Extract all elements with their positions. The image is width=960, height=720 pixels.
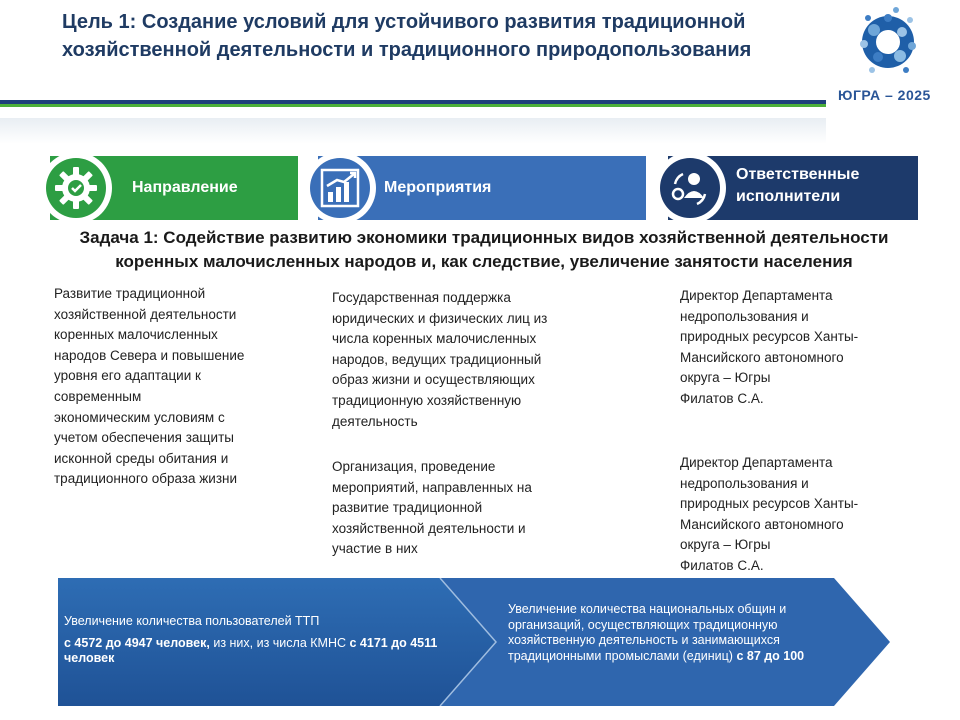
text-line: округа – Югры	[680, 537, 771, 553]
text-line: Директор Департамента	[680, 455, 833, 470]
text-line: природных ресурсов Ханты-	[680, 496, 859, 512]
text-line: недропользования и	[680, 308, 809, 324]
text-line: юридических и физических лиц из	[332, 310, 548, 326]
header-executors-line2: исполнители	[736, 188, 841, 205]
result-1-text	[64, 614, 484, 667]
text-line: округа – Югры	[680, 370, 771, 386]
text-line: Мансийского автономного	[680, 349, 844, 365]
text-line: экономическим условиям с	[54, 409, 225, 425]
executor-2	[680, 453, 920, 577]
text-line: Развитие традиционной	[54, 286, 206, 301]
result-1-range: с 4572 до 4947 человек,	[64, 635, 210, 650]
result-2-body: Увеличение количества национальных общин и организаций, осуществляющих традиционную хозяйственную деятельность и занимающихся традиционными промыслами (единиц)	[508, 602, 787, 663]
text-line: коренных малочисленных	[54, 327, 218, 343]
measure-2	[332, 457, 612, 560]
header-executors-label	[736, 164, 859, 208]
decorative-shadow	[0, 118, 826, 144]
text-line: народов, ведущих традиционный	[332, 351, 542, 367]
text-line: образ жизни и осуществляющих	[332, 372, 535, 388]
text-line: исконной среды обитания и	[54, 450, 229, 466]
page-title	[62, 8, 822, 64]
header-direction-label: Направление	[132, 179, 238, 196]
bar-chart-icon	[316, 164, 364, 212]
text-line: числа коренных малочисленных	[332, 331, 537, 347]
header-executors-line1: Ответственные	[736, 166, 860, 183]
executors-badge	[654, 152, 726, 224]
task-heading: Задача 1: Содействие развитию экономики традиционных видов хозяйственной деятельности коренных малочисленных народов и, как следствие, увеличение занятости населения	[79, 228, 889, 271]
title-line-1: Цель 1: Создание условий для устойчивого развития традиционной	[62, 11, 746, 33]
title-line-2: хозяйственной деятельности и традиционного природопользования	[62, 39, 752, 61]
brand-label: ЮГРА – 2025	[838, 87, 931, 103]
text-line: традиционную хозяйственную	[332, 392, 522, 408]
text-line: Филатов С.А.	[680, 390, 764, 406]
text-line: Организация, проведение	[332, 459, 496, 474]
gear-icon	[52, 164, 100, 212]
header-measures-label: Мероприятия	[384, 179, 492, 196]
result-2-range: с 87 до 100	[736, 648, 805, 663]
text-line: Мансийского автономного	[680, 516, 844, 532]
text-line: деятельность	[332, 413, 418, 429]
text-line: Директор Департамента	[680, 288, 833, 303]
text-line: развитие традиционной	[332, 500, 483, 516]
result-1-values	[64, 636, 484, 667]
measures-badge	[304, 152, 376, 224]
text-line: мероприятий, направленных на	[332, 479, 532, 495]
text-line: уровня его адаптации к	[54, 368, 201, 384]
text-line: народов Севера и повышение	[54, 347, 245, 363]
text-line: Государственная поддержка	[332, 290, 511, 305]
executor-1	[680, 286, 920, 410]
result-1-kmns-range: с 4171 до 4511 человек	[64, 635, 438, 665]
yugra-logo-icon	[852, 2, 924, 82]
direction-text	[54, 284, 304, 490]
text-line: природных ресурсов Ханты-	[680, 329, 859, 345]
text-line: Филатов С.А.	[680, 557, 764, 573]
result-1-heading: Увеличение количества пользователей ТТП	[64, 614, 320, 628]
direction-badge	[40, 152, 112, 224]
result-2-text	[508, 602, 858, 664]
result-1-middle: из них, из числа КМНС	[209, 635, 350, 650]
text-line: хозяйственной деятельности	[54, 306, 237, 322]
text-line: современным	[54, 388, 142, 404]
text-line: хозяйственной деятельности и	[332, 520, 526, 536]
text-line: недропользования и	[680, 475, 809, 491]
text-line: учетом обеспечения защиты	[54, 430, 234, 446]
measure-1	[332, 288, 612, 432]
divider-green	[0, 104, 826, 107]
text-line: традиционного образа жизни	[54, 471, 238, 487]
people-cycle-icon	[666, 164, 714, 212]
text-line: участие в них	[332, 541, 418, 557]
